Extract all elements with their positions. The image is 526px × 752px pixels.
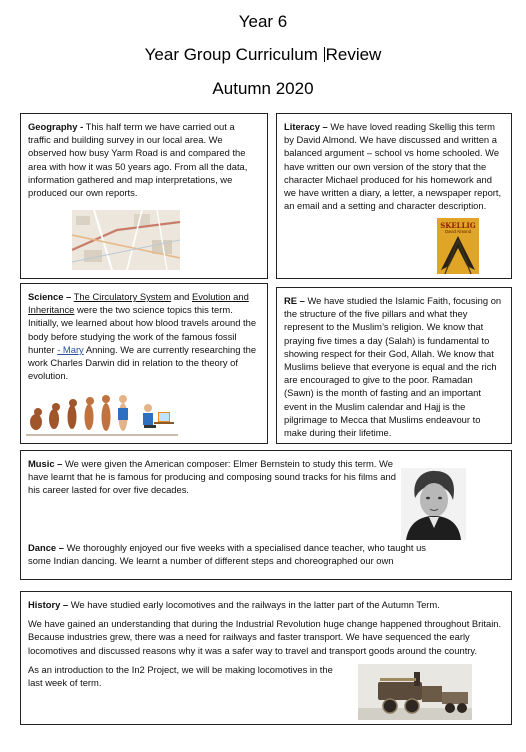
science-topic-circulatory: The Circulatory System: [73, 291, 172, 302]
history-body-1: We have studied early locomotives and the railways in the latter part of the Autumn Term.: [68, 599, 440, 610]
re-box: [276, 287, 512, 444]
composer-portrait-image: [401, 468, 466, 540]
literacy-text: [284, 120, 504, 212]
geography-heading: Geography -: [28, 121, 84, 132]
music-text: [28, 457, 398, 497]
evolution-illustration-image: [26, 388, 178, 440]
local-area-map-image: [72, 210, 180, 270]
book-cover-title: SKELLIG: [440, 221, 476, 230]
music-body: We were given the American composer: Elmer Bernstein to study this term. We have learnt that he is famous for producing and composing sound tracks for his films and his career lasted for over five decades.: [28, 458, 396, 496]
science-text: Science – The Circulatory System and Evolution and Inheritance were the two science topics this term. Initially, we learned about how blood travels around the body before studying the work of the famous fossil hunter - Mary Anning. We are currently researching the work Charles Darwin did in relation to the theory of evolution.: [28, 291, 257, 382]
year-heading: Year 6: [238, 12, 288, 31]
re-text: [284, 294, 504, 439]
dance-text: [28, 541, 448, 567]
mary-anning-link[interactable]: - Mary: [57, 343, 84, 355]
geography-text: [28, 120, 260, 199]
dance-heading: Dance –: [28, 541, 64, 553]
title-part-1: Year Group Curriculum: [144, 45, 323, 64]
music-heading: Music –: [28, 458, 63, 469]
history-body-3: As an introduction to the In2 Project, we will be making locomotives in the last week of term.: [28, 663, 333, 689]
locomotive-photo-image: [358, 664, 472, 720]
text-cursor: [324, 47, 325, 62]
page-title: [0, 45, 526, 65]
science-topic-evolution: Evolution and Inheritance: [28, 291, 249, 316]
re-heading: RE –: [284, 295, 305, 306]
dance-body: We thoroughly enjoyed our five weeks with a specialised dance teacher, who taught us some Indian dancing. We learnt a number of different steps and choreographed our own: [28, 541, 426, 566]
history-heading: History –: [28, 599, 69, 610]
literacy-heading: Literacy –: [284, 121, 328, 132]
book-cover-author: David Almond: [445, 229, 471, 234]
title-part-2: Review: [325, 45, 382, 64]
history-intro: [28, 598, 504, 611]
science-heading: Science –: [28, 291, 72, 302]
geography-body: This half term we have carried out a traffic and building survey in our local area. We observed how busy Yarm Road is and compared the area with how it was 50 years ago. From all the data, information gathered and map interpretations, we produced our own reports.: [28, 121, 248, 199]
literacy-body: We have loved reading Skellig this term by David Almond. We have discussed and written a balanced argument – school vs home schooled. We have written our own version of the story that the character Michael produced for his homework and we have written a diary, a letter, a newspaper report, an email and a setting and character description.: [284, 121, 502, 212]
term-heading: Autumn 2020: [212, 79, 314, 98]
history-body-2: We have gained an understanding that during the Industrial Revolution huge change happened throughout Britain. Because industries grew, there was a need for railways and faster transport. We have sequenced the early locomotives and discussed reasons why it was a safer way to travel and transport goods around the country.: [28, 618, 502, 656]
re-body: We have studied the Islamic Faith, focusing on the structure of the five pillars and what they represent to the Muslim’s religion. We know that praying five times a day (Salah) is fundamental to showing respect for their God, Allah. We know that Muslims believe that everyone is equal and the rich are encouraged to give to the poor. Ramadan (Sawn) is the month of fasting and an important event in the Muslim calendar and Hajj is the pilgrimage to Mecca that Muslims endeavour to make during their lifetime.: [284, 295, 502, 439]
